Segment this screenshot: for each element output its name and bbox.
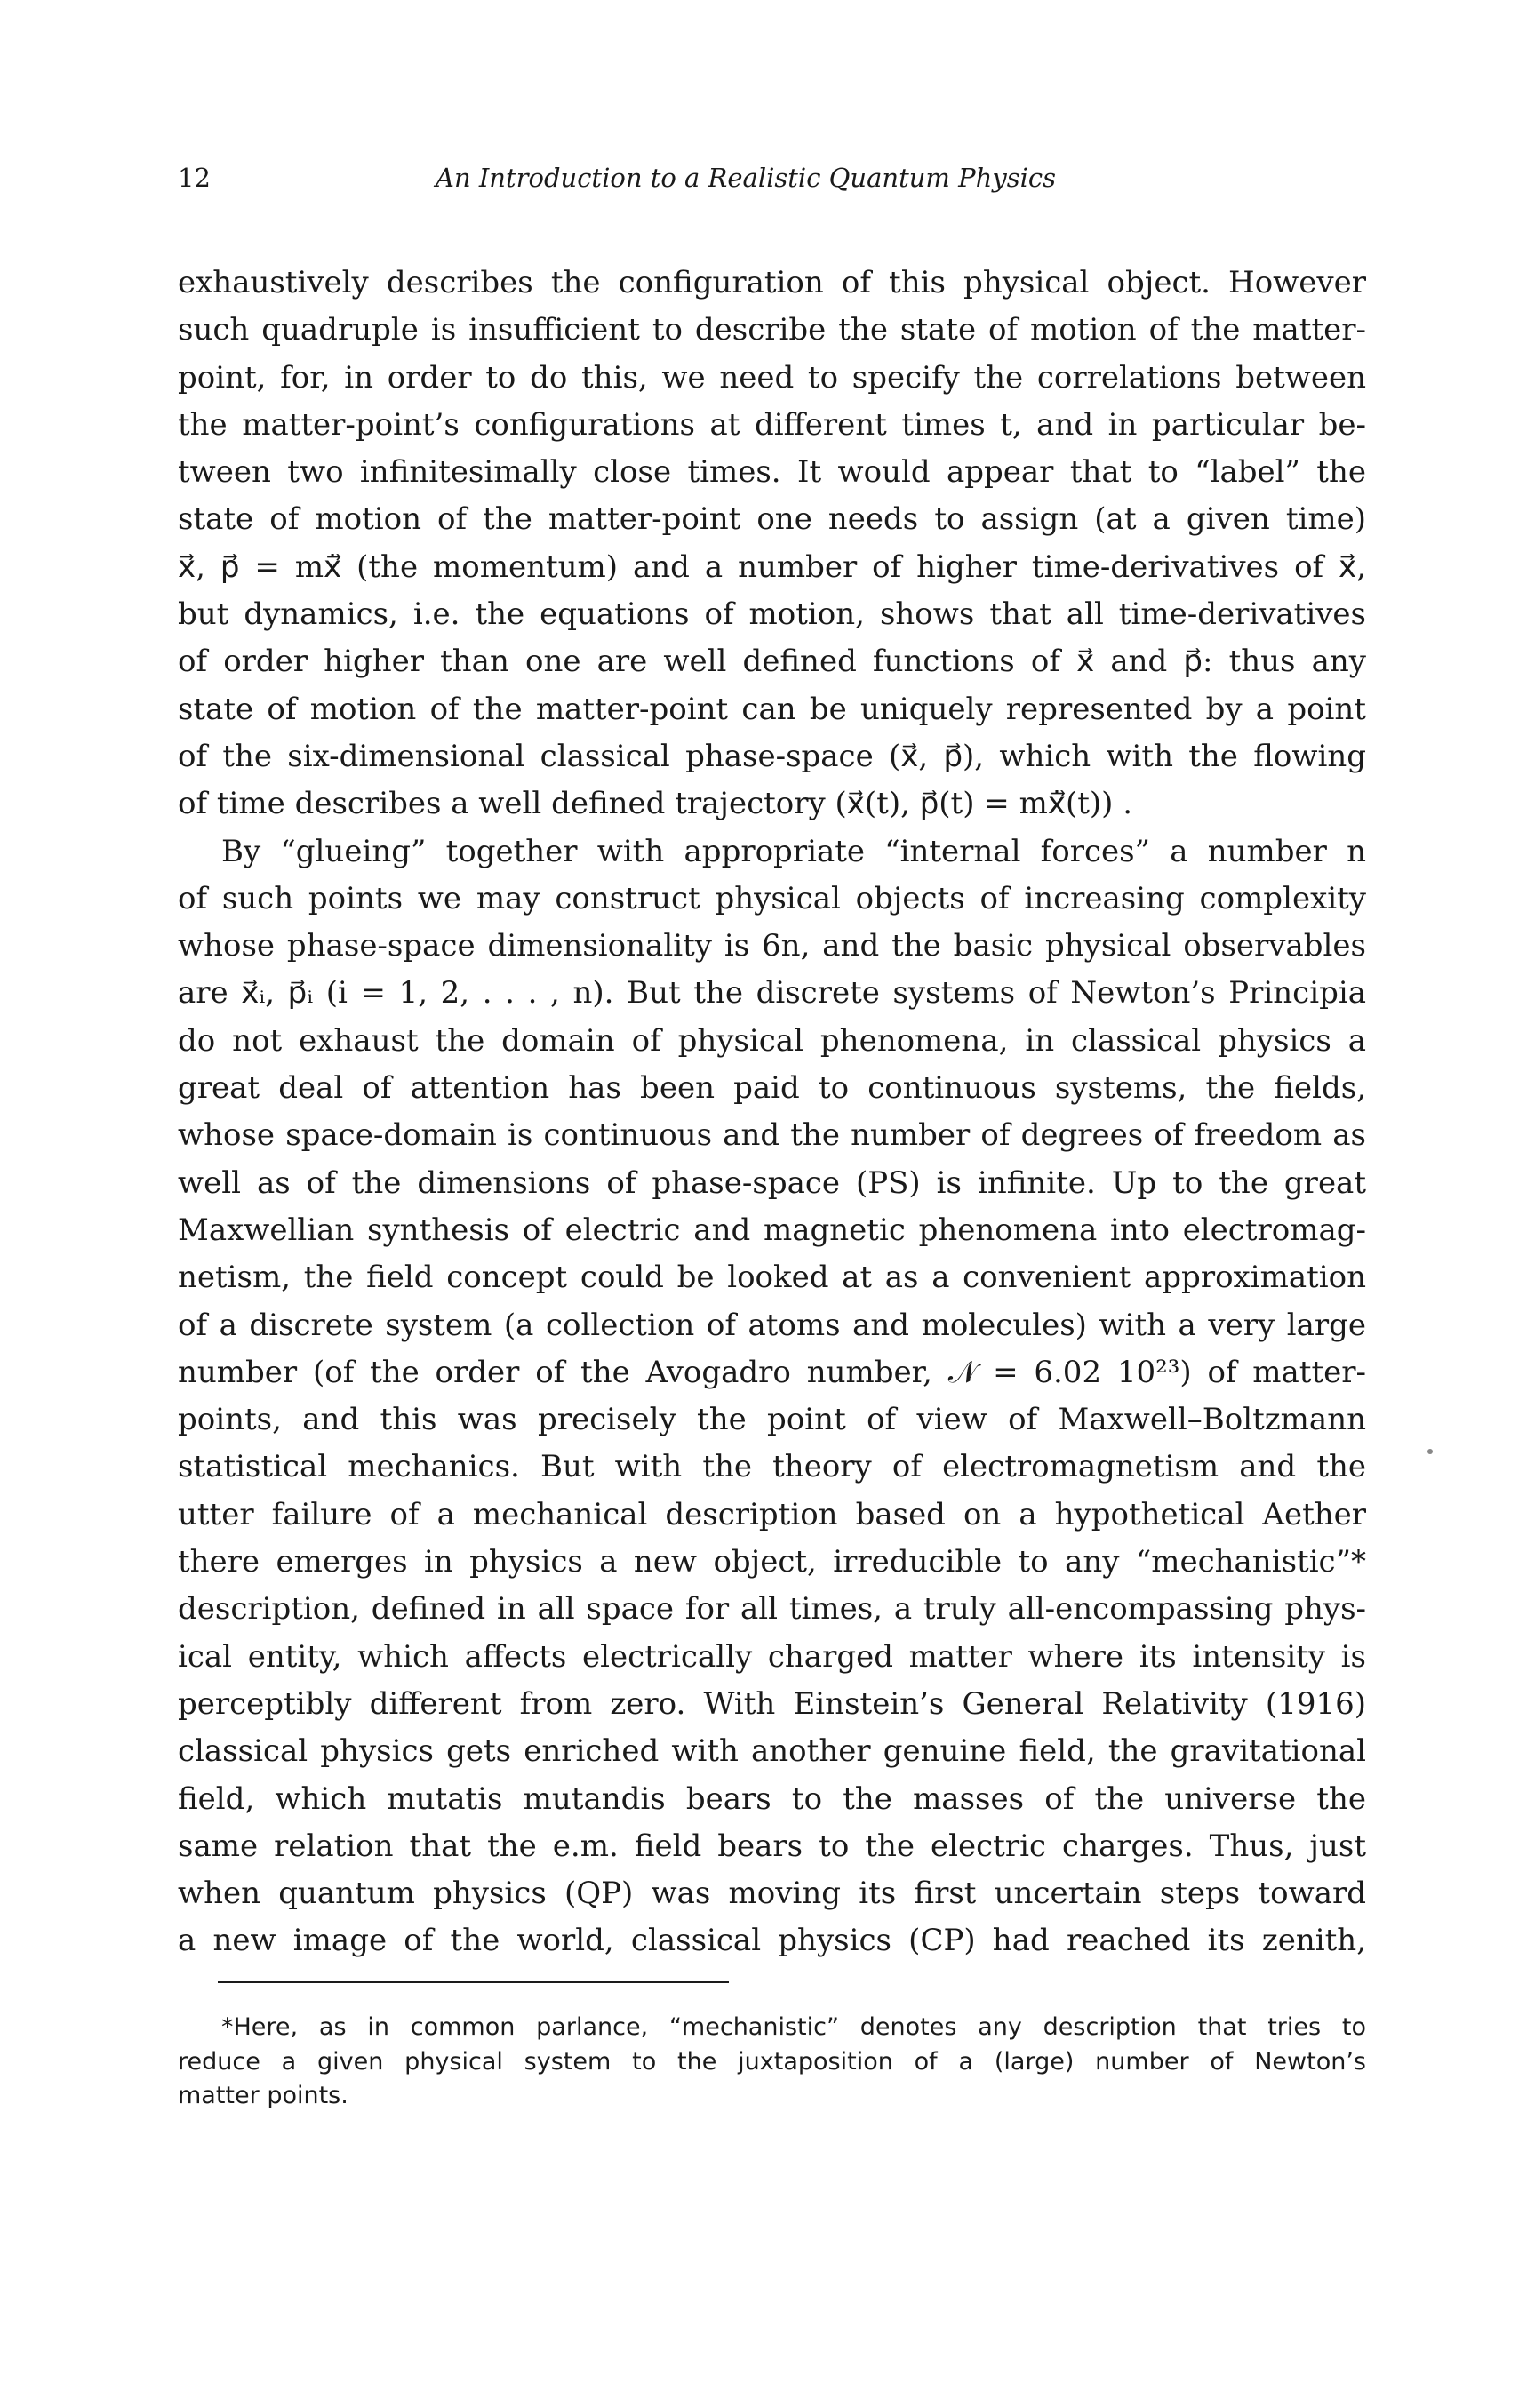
text-line: state of motion of the matter-point one needs to assign (at a given time): [178, 501, 1366, 538]
text-line: same relation that the e.m. field bears to the electric charges. Thus, just: [178, 1828, 1366, 1864]
footnote-line: reduce a given physical system to the juxtaposition of a (large) number of Newton’s: [178, 2047, 1366, 2076]
text-line: point, for, in order to do this, we need to specify the correlations between: [178, 359, 1366, 396]
text-line: utter failure of a mechanical description based on a hypothetical Aether: [178, 1496, 1366, 1532]
text-line: description, defined in all space for all times, a truly all-encompassing phys-: [178, 1591, 1366, 1628]
text-line: ical entity, which affects electrically charged matter where its intensity is: [178, 1638, 1366, 1675]
text-line: but dynamics, i.e. the equations of motion, shows that all time-derivatives: [178, 596, 1366, 633]
text-line: when quantum physics (QP) was moving its first uncertain steps toward: [178, 1876, 1366, 1912]
text-line: such quadruple is insufficient to describe the state of motion of the matter-: [178, 312, 1366, 348]
footnote-line: *Here, as in common parlance, “mechanistic” denotes any description that tries to: [221, 2013, 1366, 2041]
paragraph-start-line: By “glueing” together with appropriate “internal forces” a number n: [221, 833, 1366, 869]
text-line: do not exhaust the domain of physical phenomena, in classical physics a: [178, 1022, 1366, 1059]
text-line: Maxwellian synthesis of electric and magnetic phenomena into electromag-: [178, 1212, 1366, 1248]
running-head: [178, 158, 1366, 197]
text-line: of order higher than one are well defined functions of x⃗ and p⃗: thus any: [178, 644, 1366, 680]
margin-dot: [1427, 1449, 1433, 1454]
text-line: perceptibly different from zero. With Einstein’s General Relativity (1916): [178, 1685, 1366, 1722]
body-text: [178, 260, 1366, 1965]
running-title: An Introduction to a Realistic Quantum Physics: [436, 163, 1056, 193]
text-line: whose space-domain is continuous and the number of degrees of freedom as: [178, 1117, 1366, 1154]
text-line: there emerges in physics a new object, irreducible to any “mechanistic”*: [178, 1544, 1366, 1580]
text-line: well as of the dimensions of phase-space (PS) is infinite. Up to the great: [178, 1164, 1366, 1201]
footnote: [178, 2011, 1366, 2114]
footnote-line: matter points.: [178, 2082, 348, 2109]
text-line: are x⃗ᵢ, p⃗ᵢ (i = 1, 2, . . . , n). But the discrete systems of Newton’s Principia: [178, 975, 1366, 1012]
text-line: the matter-point’s configurations at different times t, and in particular be-: [178, 406, 1366, 443]
text-line: field, which mutatis mutandis bears to the masses of the universe the: [178, 1780, 1366, 1817]
page-number: 12: [178, 163, 211, 193]
text-line: a new image of the world, classical physics (CP) had reached its zenith,: [178, 1923, 1366, 1959]
text-line: exhaustively describes the configuration of this physical object. However: [178, 265, 1366, 300]
text-line: great deal of attention has been paid to continuous systems, the fields,: [178, 1070, 1366, 1107]
text-line: of a discrete system (a collection of atoms and molecules) with a very large: [178, 1307, 1366, 1343]
text-line: points, and this was precisely the point of view of Maxwell–Boltzmann: [178, 1402, 1366, 1438]
text-line: number (of the order of the Avogadro number, 𝒩 = 6.02 10²³) of matter-: [178, 1354, 1366, 1390]
text-line: statistical mechanics. But with the theory of electromagnetism and the: [178, 1449, 1366, 1485]
text-line: of the six-dimensional classical phase-space (x⃗, p⃗), which with the flowing: [178, 738, 1366, 774]
text-line: of such points we may construct physical objects of increasing complexity: [178, 880, 1366, 916]
text-line: state of motion of the matter-point can be uniquely represented by a point: [178, 691, 1366, 727]
text-line: tween two infinitesimally close times. It would appear that to “label” the: [178, 454, 1366, 491]
text-line: x⃗, p⃗ = mẋ⃗ (the momentum) and a number of higher time-derivatives of x⃗,: [178, 548, 1366, 585]
text-line: whose phase-space dimensionality is 6n, and the basic physical observables: [178, 928, 1366, 964]
footnote-rule: [218, 1981, 729, 1983]
paragraph-end-line: of time describes a well defined trajectory (x⃗(t), p⃗(t) = mẋ⃗(t)) .: [178, 786, 1133, 822]
text-line: netism, the field concept could be looked at as a convenient approximation: [178, 1260, 1366, 1296]
text-line: classical physics gets enriched with another genuine field, the gravitational: [178, 1733, 1366, 1770]
